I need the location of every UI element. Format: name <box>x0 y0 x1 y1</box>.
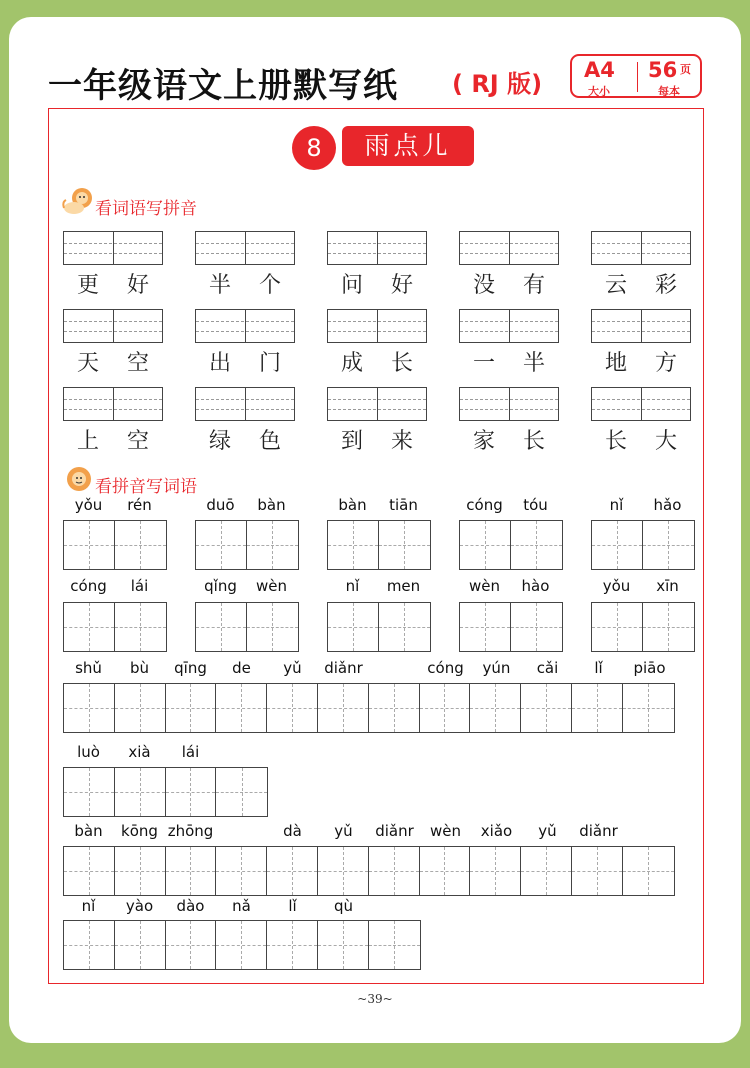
pinyin-syllable: dà <box>283 822 302 840</box>
cell-guideline <box>247 627 298 628</box>
pinyin-syllable: yǒu <box>602 577 631 595</box>
pinyin-answer-box[interactable] <box>195 309 295 343</box>
writing-cell[interactable] <box>328 603 379 651</box>
writing-cell[interactable] <box>267 684 318 732</box>
box-guideline <box>592 409 690 410</box>
box-guideline <box>460 321 558 322</box>
pinyin-syllable: diǎnr <box>579 822 618 840</box>
word-character: 空 <box>126 429 149 454</box>
tianzige-grid <box>63 520 167 570</box>
box-guideline <box>196 321 294 322</box>
cell-guideline <box>643 545 694 546</box>
cell-guideline <box>196 627 246 628</box>
writing-cell[interactable] <box>460 521 511 569</box>
cell-guideline <box>420 871 470 872</box>
writing-cell[interactable] <box>115 768 166 816</box>
lesson-number: 8 <box>292 126 336 170</box>
tianzige-grid <box>591 602 695 652</box>
word-character: 长 <box>604 429 627 454</box>
box-guideline <box>196 243 294 244</box>
cell-guideline <box>318 945 368 946</box>
word-character: 云 <box>604 273 627 298</box>
writing-cell[interactable] <box>369 684 420 732</box>
pinyin-syllable: luò <box>77 743 100 761</box>
pinyin-syllable: qīng <box>174 659 207 677</box>
writing-cell[interactable] <box>247 603 298 651</box>
box-guideline <box>64 253 162 254</box>
writing-cell[interactable] <box>64 684 115 732</box>
writing-cell[interactable] <box>521 847 572 895</box>
tianzige-grid <box>63 767 268 817</box>
page-count-unit: 页 <box>680 63 691 76</box>
cell-guideline <box>115 627 166 628</box>
word-character: 到 <box>340 429 363 454</box>
box-guideline <box>377 310 378 342</box>
word-character: 半 <box>208 273 231 298</box>
cell-guideline <box>328 627 378 628</box>
cell-guideline <box>460 545 510 546</box>
writing-cell[interactable] <box>166 768 217 816</box>
writing-cell[interactable] <box>267 921 318 969</box>
box-guideline <box>328 253 426 254</box>
cell-guideline <box>267 708 317 709</box>
pinyin-syllable: nǐ <box>609 496 624 514</box>
word-character: 空 <box>126 351 149 376</box>
writing-cell[interactable] <box>166 921 217 969</box>
writing-cell[interactable] <box>572 847 623 895</box>
writing-cell[interactable] <box>196 603 247 651</box>
word-character: 彩 <box>654 273 677 298</box>
box-guideline <box>460 331 558 332</box>
word-character: 没 <box>472 273 495 298</box>
cell-guideline <box>592 545 642 546</box>
writing-cell[interactable] <box>420 847 471 895</box>
pinyin-syllable: cóng <box>466 496 503 514</box>
word-character: 更 <box>76 273 99 298</box>
writing-cell[interactable] <box>623 847 674 895</box>
box-guideline <box>196 409 294 410</box>
pinyin-syllable: hǎo <box>653 496 682 514</box>
word-character: 问 <box>340 273 363 298</box>
pinyin-syllable: bàn <box>257 496 286 514</box>
cell-guideline <box>369 871 419 872</box>
box-guideline <box>641 388 642 420</box>
box-guideline <box>377 232 378 264</box>
tianzige-grid <box>327 520 431 570</box>
writing-cell[interactable] <box>369 847 420 895</box>
page-title: 一年级语文上册默写纸 <box>48 66 398 106</box>
word-character: 出 <box>208 351 231 376</box>
tianzige-grid <box>459 602 563 652</box>
lion-icon <box>62 464 96 494</box>
word-character: 一 <box>472 351 495 376</box>
writing-cell[interactable] <box>166 684 217 732</box>
pinyin-syllable: lái <box>130 577 149 595</box>
box-guideline <box>509 310 510 342</box>
cell-guideline <box>166 871 216 872</box>
tianzige-grid <box>63 602 167 652</box>
cell-guideline <box>623 708 674 709</box>
word-character: 好 <box>390 273 413 298</box>
box-guideline <box>592 399 690 400</box>
pinyin-syllable: nǐ <box>81 897 96 915</box>
box-guideline <box>377 388 378 420</box>
cell-guideline <box>572 871 622 872</box>
writing-cell[interactable] <box>216 847 267 895</box>
box-guideline <box>460 243 558 244</box>
writing-cell[interactable] <box>592 603 643 651</box>
writing-cell[interactable] <box>592 521 643 569</box>
pinyin-syllable: xià <box>128 743 151 761</box>
pinyin-syllable: yǒu <box>74 496 103 514</box>
cell-guideline <box>115 545 166 546</box>
pinyin-answer-box[interactable] <box>591 387 691 421</box>
writing-cell[interactable] <box>115 847 166 895</box>
writing-cell[interactable] <box>470 684 521 732</box>
pinyin-syllable: bù <box>129 659 150 677</box>
pinyin-syllable: wèn <box>255 577 287 595</box>
pinyin-syllable: yǔ <box>283 659 302 677</box>
pinyin-answer-box[interactable] <box>459 387 559 421</box>
box-guideline <box>328 331 426 332</box>
box-guideline <box>245 232 246 264</box>
box-guideline <box>509 232 510 264</box>
pinyin-answer-box[interactable] <box>459 231 559 265</box>
paper-size: A4 <box>584 58 615 82</box>
writing-cell[interactable] <box>623 684 674 732</box>
box-guideline <box>592 331 690 332</box>
pinyin-syllable: xiǎo <box>480 822 513 840</box>
cell-guideline <box>267 871 317 872</box>
edition-label: ( RJ 版) <box>452 70 543 98</box>
word-character: 色 <box>258 429 281 454</box>
cell-guideline <box>216 871 266 872</box>
writing-cell[interactable] <box>521 684 572 732</box>
pinyin-answer-box[interactable] <box>63 309 163 343</box>
cell-guideline <box>64 627 114 628</box>
writing-cell[interactable] <box>318 847 369 895</box>
pinyin-syllable: bàn <box>74 822 103 840</box>
writing-cell[interactable] <box>196 521 247 569</box>
tianzige-grid <box>327 602 431 652</box>
cell-guideline <box>328 545 378 546</box>
cell-guideline <box>318 708 368 709</box>
writing-cell[interactable] <box>64 521 115 569</box>
cell-guideline <box>420 708 470 709</box>
page-count: 56 <box>648 58 678 82</box>
tianzige-grid <box>63 683 675 733</box>
box-guideline <box>641 310 642 342</box>
writing-cell[interactable] <box>216 921 267 969</box>
word-character: 天 <box>76 351 99 376</box>
cell-guideline <box>64 945 114 946</box>
cell-guideline <box>166 945 216 946</box>
tianzige-grid <box>195 602 299 652</box>
box-guideline <box>245 310 246 342</box>
tianzige-grid <box>459 520 563 570</box>
pinyin-answer-box[interactable] <box>591 231 691 265</box>
lesson-title: 雨点儿 <box>342 126 474 166</box>
cell-guideline <box>369 945 420 946</box>
pinyin-syllable: yún <box>482 659 511 677</box>
cell-guideline <box>64 545 114 546</box>
box-guideline <box>592 253 690 254</box>
box-guideline <box>460 409 558 410</box>
writing-cell[interactable] <box>166 847 217 895</box>
pinyin-syllable: tóu <box>523 496 548 514</box>
cell-guideline <box>196 545 246 546</box>
cell-guideline <box>511 545 562 546</box>
tianzige-grid <box>63 846 675 896</box>
box-guideline <box>328 399 426 400</box>
box-guideline <box>196 399 294 400</box>
word-character: 半 <box>522 351 545 376</box>
pinyin-syllable: kōng <box>121 822 158 840</box>
cell-guideline <box>592 627 642 628</box>
writing-cell[interactable] <box>470 847 521 895</box>
box-guideline <box>64 409 162 410</box>
word-character: 绿 <box>208 429 231 454</box>
box-guideline <box>64 243 162 244</box>
pinyin-syllable: yǔ <box>538 822 557 840</box>
writing-cell[interactable] <box>115 603 166 651</box>
pinyin-syllable: cóng <box>427 659 464 677</box>
pinyin-answer-box[interactable] <box>327 309 427 343</box>
writing-cell[interactable] <box>379 603 430 651</box>
pinyin-syllable: lǐ <box>594 659 603 677</box>
cell-guideline <box>379 545 430 546</box>
writing-cell[interactable] <box>64 921 115 969</box>
box-guideline <box>113 388 114 420</box>
word-character: 方 <box>654 351 677 376</box>
word-character: 大 <box>654 429 677 454</box>
pinyin-syllable: qǐng <box>204 577 237 595</box>
writing-cell[interactable] <box>572 684 623 732</box>
cell-guideline <box>379 627 430 628</box>
word-character: 门 <box>258 351 281 376</box>
cell-guideline <box>511 627 562 628</box>
pinyin-syllable: diǎnr <box>375 822 414 840</box>
box-guideline <box>328 409 426 410</box>
cell-guideline <box>521 871 571 872</box>
writing-cell[interactable] <box>420 684 471 732</box>
box-guideline <box>113 310 114 342</box>
box-guideline <box>641 232 642 264</box>
pinyin-syllable: yǔ <box>334 822 353 840</box>
pinyin-answer-box[interactable] <box>327 387 427 421</box>
box-guideline <box>113 232 114 264</box>
pinyin-answer-box[interactable] <box>591 309 691 343</box>
box-guideline <box>592 321 690 322</box>
writing-cell[interactable] <box>216 684 267 732</box>
writing-cell[interactable] <box>643 603 694 651</box>
word-character: 上 <box>76 429 99 454</box>
box-guideline <box>64 331 162 332</box>
lion-icon <box>62 186 96 216</box>
box-guideline <box>196 253 294 254</box>
page-number: ~39~ <box>357 992 393 1006</box>
pinyin-syllable: tiān <box>389 496 418 514</box>
box-guideline <box>196 331 294 332</box>
word-character: 好 <box>126 273 149 298</box>
tianzige-grid <box>195 520 299 570</box>
word-character: 家 <box>472 429 495 454</box>
writing-cell[interactable] <box>460 603 511 651</box>
writing-cell[interactable] <box>247 521 298 569</box>
box-guideline <box>460 253 558 254</box>
pinyin-syllable: de <box>232 659 251 677</box>
writing-cell[interactable] <box>318 921 369 969</box>
writing-cell[interactable] <box>216 768 267 816</box>
section-title-write-words: 看拼音写词语 <box>95 477 197 497</box>
pinyin-syllable: shǔ <box>75 659 102 677</box>
writing-cell[interactable] <box>511 603 562 651</box>
format-badge <box>570 54 702 98</box>
word-character: 地 <box>604 351 627 376</box>
box-guideline <box>509 388 510 420</box>
pinyin-answer-box[interactable] <box>63 387 163 421</box>
cell-guideline <box>216 792 267 793</box>
pinyin-syllable: wèn <box>468 577 500 595</box>
cell-guideline <box>247 545 298 546</box>
cell-guideline <box>267 945 317 946</box>
pinyin-answer-box[interactable] <box>327 231 427 265</box>
pinyin-answer-box[interactable] <box>63 231 163 265</box>
pinyin-syllable: hào <box>521 577 550 595</box>
badge-divider <box>637 62 638 92</box>
pinyin-syllable: cóng <box>70 577 107 595</box>
pinyin-answer-box[interactable] <box>195 231 295 265</box>
pinyin-syllable: diǎnr <box>324 659 363 677</box>
word-character: 长 <box>390 351 413 376</box>
box-guideline <box>592 243 690 244</box>
word-character: 个 <box>258 273 281 298</box>
writing-cell[interactable] <box>115 921 166 969</box>
cell-guideline <box>216 708 266 709</box>
tianzige-grid <box>63 920 421 970</box>
pinyin-syllable: duō <box>206 496 235 514</box>
box-guideline <box>328 321 426 322</box>
writing-cell[interactable] <box>511 521 562 569</box>
cell-guideline <box>115 708 165 709</box>
pinyin-syllable: lái <box>181 743 200 761</box>
pinyin-syllable: lǐ <box>288 897 297 915</box>
writing-cell[interactable] <box>369 921 420 969</box>
box-guideline <box>460 399 558 400</box>
cell-guideline <box>470 708 520 709</box>
writing-cell[interactable] <box>64 603 115 651</box>
writing-cell[interactable] <box>267 847 318 895</box>
pinyin-syllable: rén <box>127 496 152 514</box>
writing-cell[interactable] <box>643 521 694 569</box>
writing-cell[interactable] <box>379 521 430 569</box>
pinyin-syllable: yào <box>125 897 154 915</box>
section-title-write-pinyin: 看词语写拼音 <box>95 199 197 219</box>
cell-guideline <box>318 871 368 872</box>
box-guideline <box>328 243 426 244</box>
pinyin-answer-box[interactable] <box>195 387 295 421</box>
word-character: 有 <box>522 273 545 298</box>
cell-guideline <box>64 792 114 793</box>
paper-size-note: 大小 <box>588 85 610 98</box>
writing-cell[interactable] <box>318 684 369 732</box>
writing-cell[interactable] <box>115 684 166 732</box>
pinyin-answer-box[interactable] <box>459 309 559 343</box>
cell-guideline <box>64 708 114 709</box>
pinyin-syllable: bàn <box>338 496 367 514</box>
cell-guideline <box>470 871 520 872</box>
word-character: 来 <box>390 429 413 454</box>
cell-guideline <box>643 627 694 628</box>
pinyin-syllable: dào <box>176 897 205 915</box>
cell-guideline <box>216 945 266 946</box>
page-count-note: 每本 <box>658 85 680 98</box>
pinyin-syllable: xīn <box>656 577 679 595</box>
writing-cell[interactable] <box>328 521 379 569</box>
writing-cell[interactable] <box>115 521 166 569</box>
pinyin-syllable: men <box>386 577 421 595</box>
cell-guideline <box>166 708 216 709</box>
pinyin-syllable: qù <box>333 897 354 915</box>
tianzige-grid <box>591 520 695 570</box>
pinyin-syllable: nǐ <box>345 577 360 595</box>
box-guideline <box>64 321 162 322</box>
cell-guideline <box>115 945 165 946</box>
cell-guideline <box>115 792 165 793</box>
box-guideline <box>64 399 162 400</box>
pinyin-syllable: piāo <box>633 659 666 677</box>
cell-guideline <box>166 792 216 793</box>
cell-guideline <box>369 708 419 709</box>
pinyin-syllable: wèn <box>429 822 461 840</box>
pinyin-syllable: zhōng <box>167 822 214 840</box>
word-character: 成 <box>340 351 363 376</box>
writing-cell[interactable] <box>64 768 115 816</box>
cell-guideline <box>460 627 510 628</box>
cell-guideline <box>572 708 622 709</box>
cell-guideline <box>64 871 114 872</box>
writing-cell[interactable] <box>64 847 115 895</box>
cell-guideline <box>115 871 165 872</box>
cell-guideline <box>521 708 571 709</box>
pinyin-syllable: nǎ <box>232 897 251 915</box>
cell-guideline <box>623 871 674 872</box>
box-guideline <box>245 388 246 420</box>
pinyin-syllable: cǎi <box>536 659 559 677</box>
word-character: 长 <box>522 429 545 454</box>
